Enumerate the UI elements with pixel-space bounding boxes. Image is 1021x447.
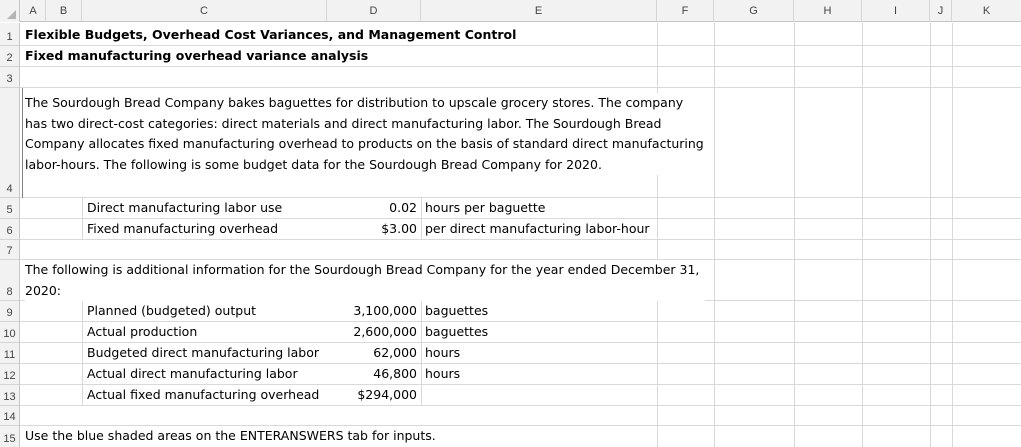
select-all-button[interactable]	[0, 0, 20, 22]
actual-production-unit[interactable]: baguettes	[425, 324, 489, 339]
budgeted-labor-label[interactable]: Budgeted direct manufacturing labor	[87, 345, 320, 360]
row-header-11[interactable]: 11	[0, 343, 20, 364]
column-header-j[interactable]: J	[930, 0, 952, 22]
row-header-8[interactable]: 8	[0, 260, 20, 301]
column-header-f[interactable]: F	[657, 0, 714, 22]
footer-note[interactable]: Use the blue shaded areas on the ENTERANSWERS tab for inputs.	[25, 428, 436, 443]
column-header-d[interactable]: D	[327, 0, 421, 22]
row-header-4[interactable]: 4	[0, 88, 20, 198]
row-header-6[interactable]: 6	[0, 219, 20, 240]
budget-value-fixed-overhead[interactable]: $3.00	[381, 221, 417, 236]
merged-cell-border	[22, 88, 23, 198]
gridline	[952, 23, 953, 447]
column-header-h[interactable]: H	[794, 0, 862, 22]
select-all-triangle-icon	[7, 10, 16, 19]
budget-unit-fixed-overhead[interactable]: per direct manufacturing labor-hour	[425, 219, 653, 239]
gridline	[20, 239, 1021, 240]
row-header-14[interactable]: 14	[0, 406, 20, 426]
row-header-9[interactable]: 9	[0, 301, 20, 322]
gridline	[862, 23, 863, 447]
row-header-15[interactable]: 15	[0, 426, 20, 447]
budget-value-labor-use[interactable]: 0.02	[389, 200, 417, 215]
row-header-12[interactable]: 12	[0, 364, 20, 385]
row-header-7[interactable]: 7	[0, 240, 20, 260]
row-header-2[interactable]: 2	[0, 46, 20, 67]
intro-paragraph[interactable]: The Sourdough Bread Company bakes baguettes for distribution to upscale grocery stores. The company has two direct-cost categories: direct materials and direct manufacturing labor. The Sourdough Bread Company allocates fixed manufacturing overhead to products on the basis of standard direct manufacturing labor-hours. The following is some budget data for the Sourdough Bread Company for 2020.	[25, 93, 705, 175]
gridline	[421, 301, 422, 406]
budget-label-labor-use[interactable]: Direct manufacturing labor use	[87, 200, 283, 215]
gridline	[930, 23, 931, 447]
row-header-5[interactable]: 5	[0, 198, 20, 219]
row-header-3[interactable]: 3	[0, 67, 20, 88]
additional-info-paragraph[interactable]: The following is additional information for the Sourdough Bread Company for the year ended December 31, 2020:	[25, 260, 705, 301]
budget-label-fixed-overhead[interactable]: Fixed manufacturing overhead	[87, 221, 279, 236]
gridline	[20, 405, 1021, 406]
column-header-a[interactable]: A	[21, 0, 46, 22]
gridline	[82, 301, 83, 406]
sheet-subtitle[interactable]: Fixed manufacturing overhead variance analysis	[25, 48, 369, 63]
column-header-b[interactable]: B	[46, 0, 82, 22]
budget-unit-labor-use[interactable]: hours per baguette	[425, 200, 546, 215]
row-header-1[interactable]: 1	[0, 23, 20, 46]
column-header-bar	[0, 0, 1021, 22]
gridline	[20, 87, 1021, 88]
planned-output-value[interactable]: 3,100,000	[353, 303, 417, 318]
planned-output-unit[interactable]: baguettes	[425, 303, 489, 318]
column-header-i[interactable]: I	[862, 0, 930, 22]
column-header-k[interactable]: K	[982, 5, 991, 17]
column-header-e[interactable]: E	[421, 0, 657, 22]
column-header-c[interactable]: C	[82, 0, 327, 22]
budgeted-labor-unit[interactable]: hours	[425, 345, 461, 360]
actual-production-label[interactable]: Actual production	[87, 324, 198, 339]
actual-overhead-value[interactable]: $294,000	[357, 387, 417, 402]
planned-output-label[interactable]: Planned (budgeted) output	[87, 303, 257, 318]
actual-labor-label[interactable]: Actual direct manufacturing labor	[87, 366, 298, 381]
budgeted-labor-value[interactable]: 62,000	[373, 345, 417, 360]
gridline	[20, 66, 1021, 67]
gridline	[657, 23, 658, 447]
actual-labor-value[interactable]: 46,800	[373, 366, 417, 381]
gridline	[794, 23, 795, 447]
actual-overhead-label[interactable]: Actual fixed manufacturing overhead	[87, 387, 320, 402]
gridline	[714, 23, 715, 447]
actual-production-value[interactable]: 2,600,000	[353, 324, 417, 339]
column-header-g[interactable]: G	[714, 0, 794, 22]
gridline	[421, 198, 422, 240]
row-header-10[interactable]: 10	[0, 322, 20, 343]
row-header-13[interactable]: 13	[0, 385, 20, 406]
sheet-title[interactable]: Flexible Budgets, Overhead Cost Variances, and Management Control	[25, 27, 517, 42]
actual-labor-unit[interactable]: hours	[425, 366, 461, 381]
gridline	[82, 198, 83, 240]
